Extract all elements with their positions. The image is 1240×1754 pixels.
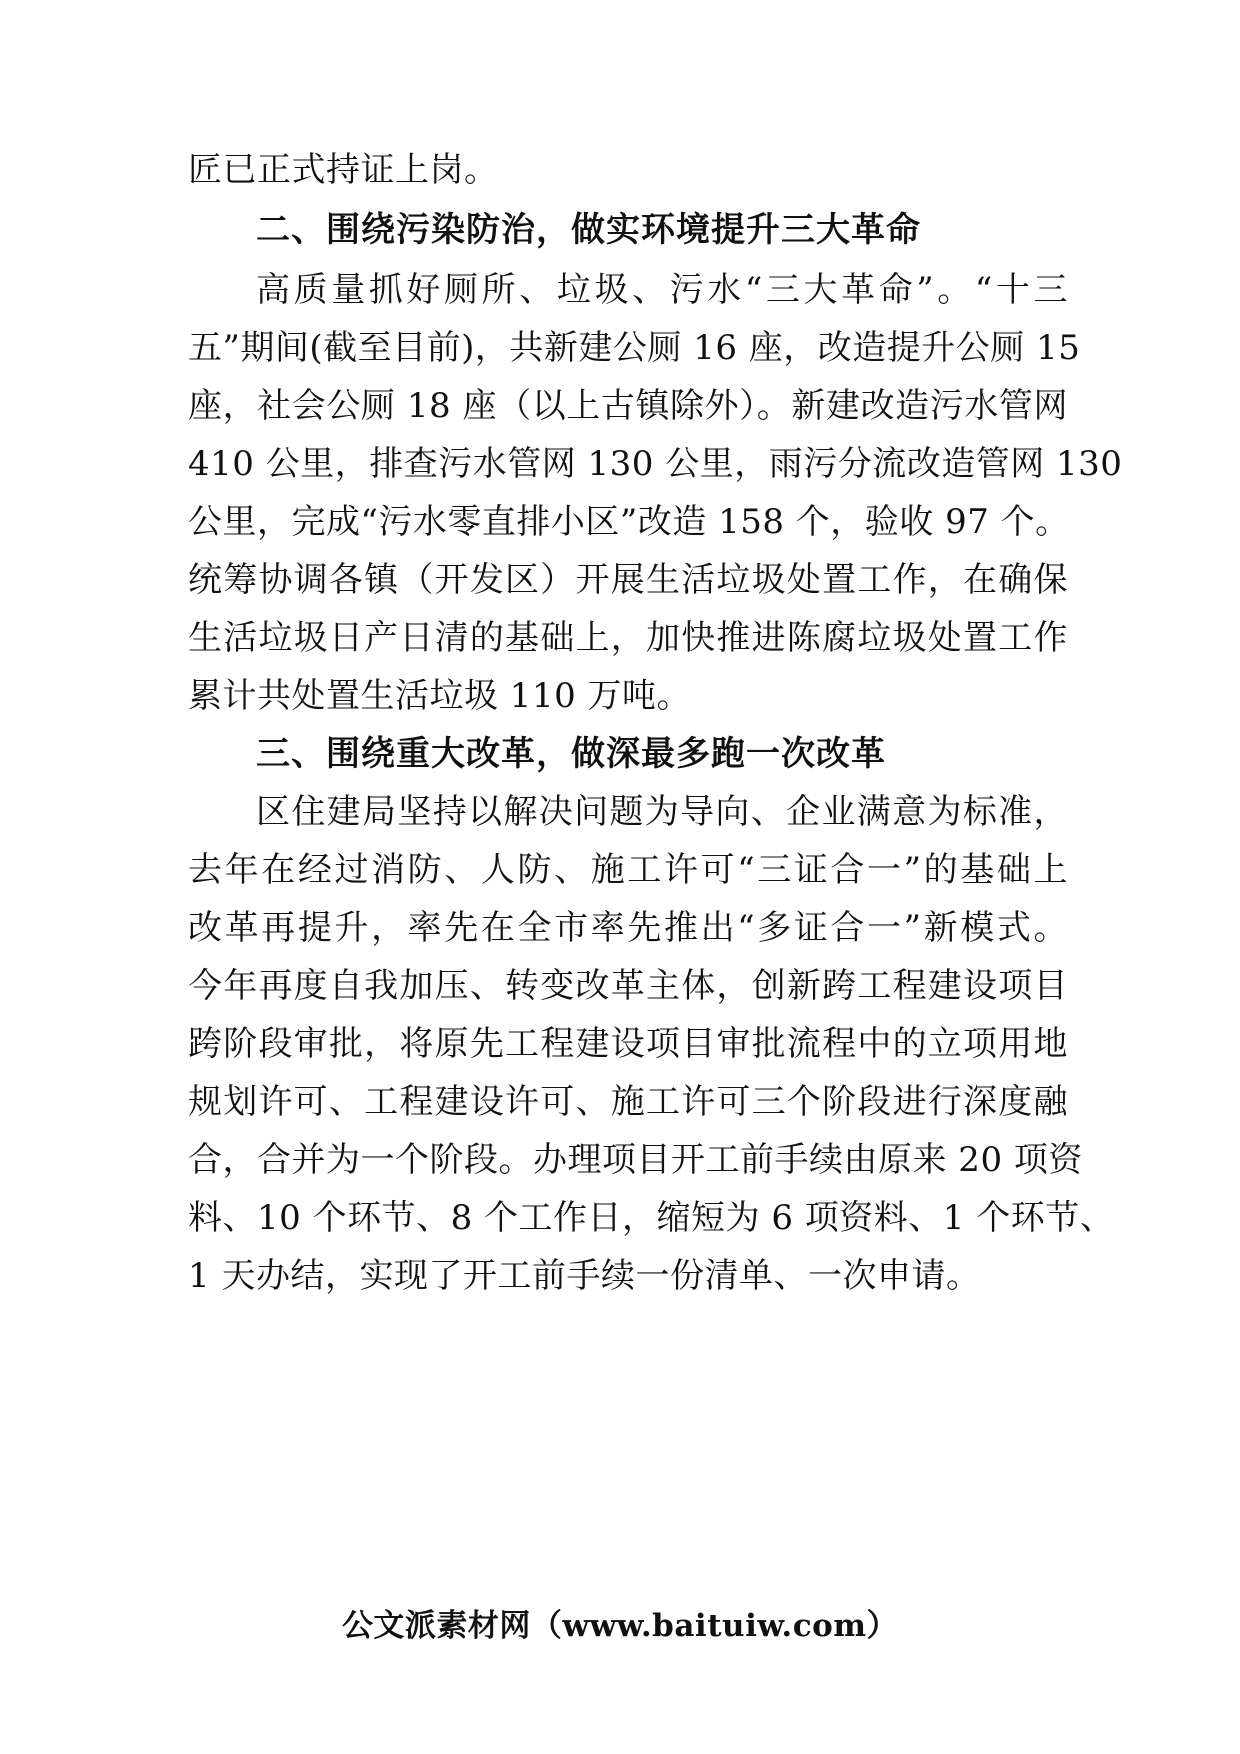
paragraph-line: 改革再提升，率先在全市率先推出“多证合一”新模式。 xyxy=(188,908,1068,948)
paragraph-line: 累计共处置生活垃圾 110 万吨。 xyxy=(188,676,692,716)
section-heading-pollution: 二、围绕污染防治，做实环境提升三大革命 xyxy=(256,210,921,250)
paragraph-line: 跨阶段审批，将原先工程建设项目审批流程中的立项用地 xyxy=(188,1024,1068,1064)
paragraph-line: 公里，完成“污水零直排小区”改造 158 个，验收 97 个。 xyxy=(188,502,1070,542)
paragraph-line: 五”期间(截至目前)，共新建公厕 16 座，改造提升公厕 15 xyxy=(188,328,1081,368)
paragraph-line: 合，合并为一个阶段。办理项目开工前手续由原来 20 项资 xyxy=(188,1140,1083,1180)
section-heading-reform: 三、围绕重大改革，做深最多跑一次改革 xyxy=(256,734,886,774)
paragraph-line: 今年再度自我加压、转变改革主体，创新跨工程建设项目 xyxy=(188,966,1068,1006)
paragraph-line: 去年在经过消防、人防、施工许可“三证合一”的基础上 xyxy=(188,850,1068,890)
paragraph-line: 区住建局坚持以解决问题为导向、企业满意为标准， xyxy=(256,792,1068,832)
paragraph-line: 高质量抓好厕所、垃圾、污水“三大革命”。“十三 xyxy=(256,270,1068,310)
paragraph-line: 410 公里，排查污水管网 130 公里，雨污分流改造管网 130 xyxy=(188,444,1123,484)
paragraph-line: 生活垃圾日产日清的基础上，加快推进陈腐垃圾处置工作 xyxy=(188,618,1068,658)
paragraph-line: 统筹协调各镇（开发区）开展生活垃圾处置工作，在确保 xyxy=(188,560,1068,600)
paragraph-line: 规划许可、工程建设许可、施工许可三个阶段进行深度融 xyxy=(188,1082,1068,1122)
paragraph-line: 座，社会公厕 18 座（以上古镇除外）。新建改造污水管网 xyxy=(188,386,1068,426)
paragraph-line: 匠已正式持证上岗。 xyxy=(188,150,499,190)
paragraph-line: 料、10 个环节、8 个工作日，缩短为 6 项资料、1 个环节、 xyxy=(188,1198,1115,1238)
paragraph-line: 1 天办结，实现了开工前手续一份清单、一次申请。 xyxy=(188,1256,981,1296)
footer-watermark-text: 公文派素材网（www.baituiw.com） xyxy=(341,1608,899,1644)
